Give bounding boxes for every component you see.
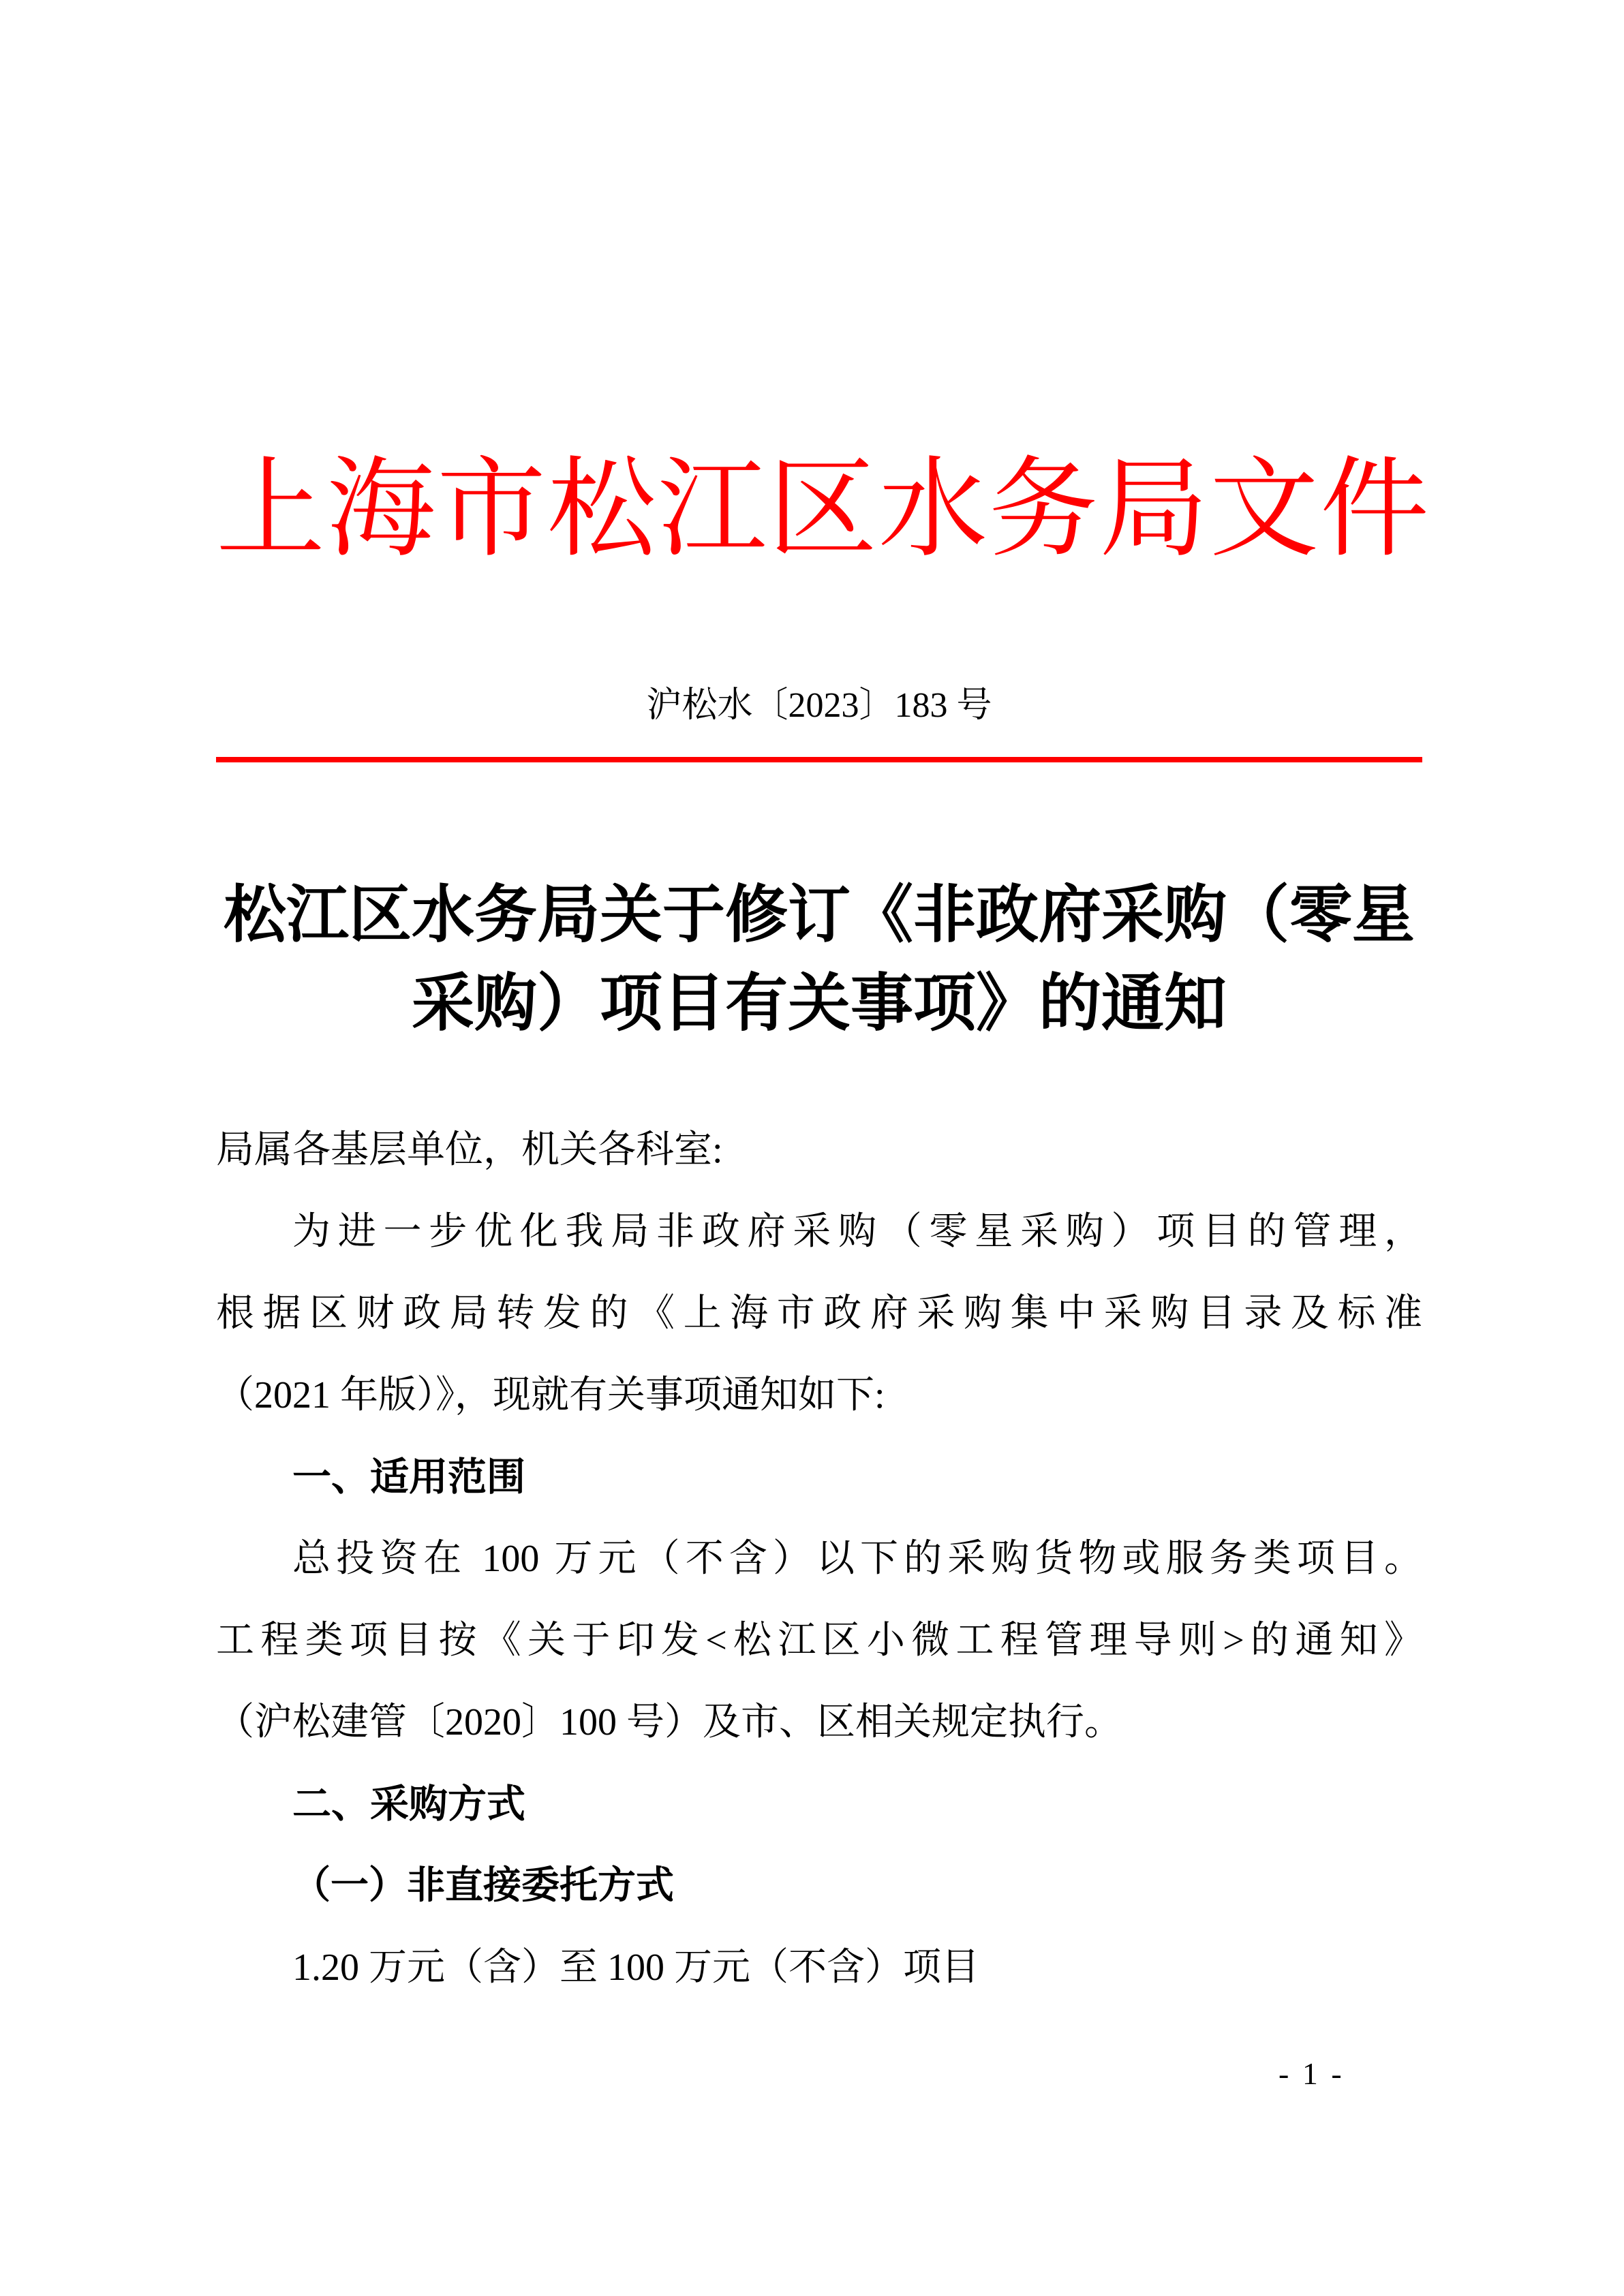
paragraph-line: 为进一步优化我局非政府采购（零星采购）项目的管理， — [292, 1211, 1422, 1253]
salutation: 局属各基层单位，机关各科室: — [216, 1129, 723, 1171]
document-title-line-1: 松江区水务局关于修订《非政府采购（零星 — [223, 880, 1415, 950]
document-title — [202, 871, 1436, 1048]
paragraph-line: （2021 年版）》，现就有关事项通知如下: — [216, 1374, 885, 1416]
document-number: 沪松水〔2023〕183 号 — [646, 686, 992, 725]
paragraph-line: 总投资在 100 万元（不含）以下的采购货物或服务类项目。 — [292, 1538, 1422, 1580]
document-title-line-2: 采购）项目有关事项》的通知 — [411, 969, 1227, 1038]
paragraph-line: 1.20 万元（含）至 100 万元（不含）项目 — [292, 1946, 979, 1989]
paragraph-line: （沪松建管〔2020〕100 号）及市、区相关规定执行。 — [216, 1701, 1122, 1743]
agency-header-title: 上海市松江区水务局文件 — [216, 449, 1431, 570]
section-heading-procurement-method: 二、采购方式 — [292, 1782, 525, 1826]
document-body — [216, 1109, 1422, 2008]
paragraph-line: 根据区财政局转发的《上海市政府采购集中采购目录及标准 — [216, 1292, 1422, 1335]
subsection-heading-non-direct: （一）非直接委托方式 — [292, 1865, 674, 1907]
page-number: - 1 - — [1278, 2056, 1345, 2091]
red-divider-rule — [216, 757, 1422, 762]
section-heading-scope: 一、适用范围 — [292, 1455, 525, 1499]
paragraph-line: 工程类项目按《关于印发<松江区小微工程管理导则>的通知》 — [216, 1619, 1422, 1662]
